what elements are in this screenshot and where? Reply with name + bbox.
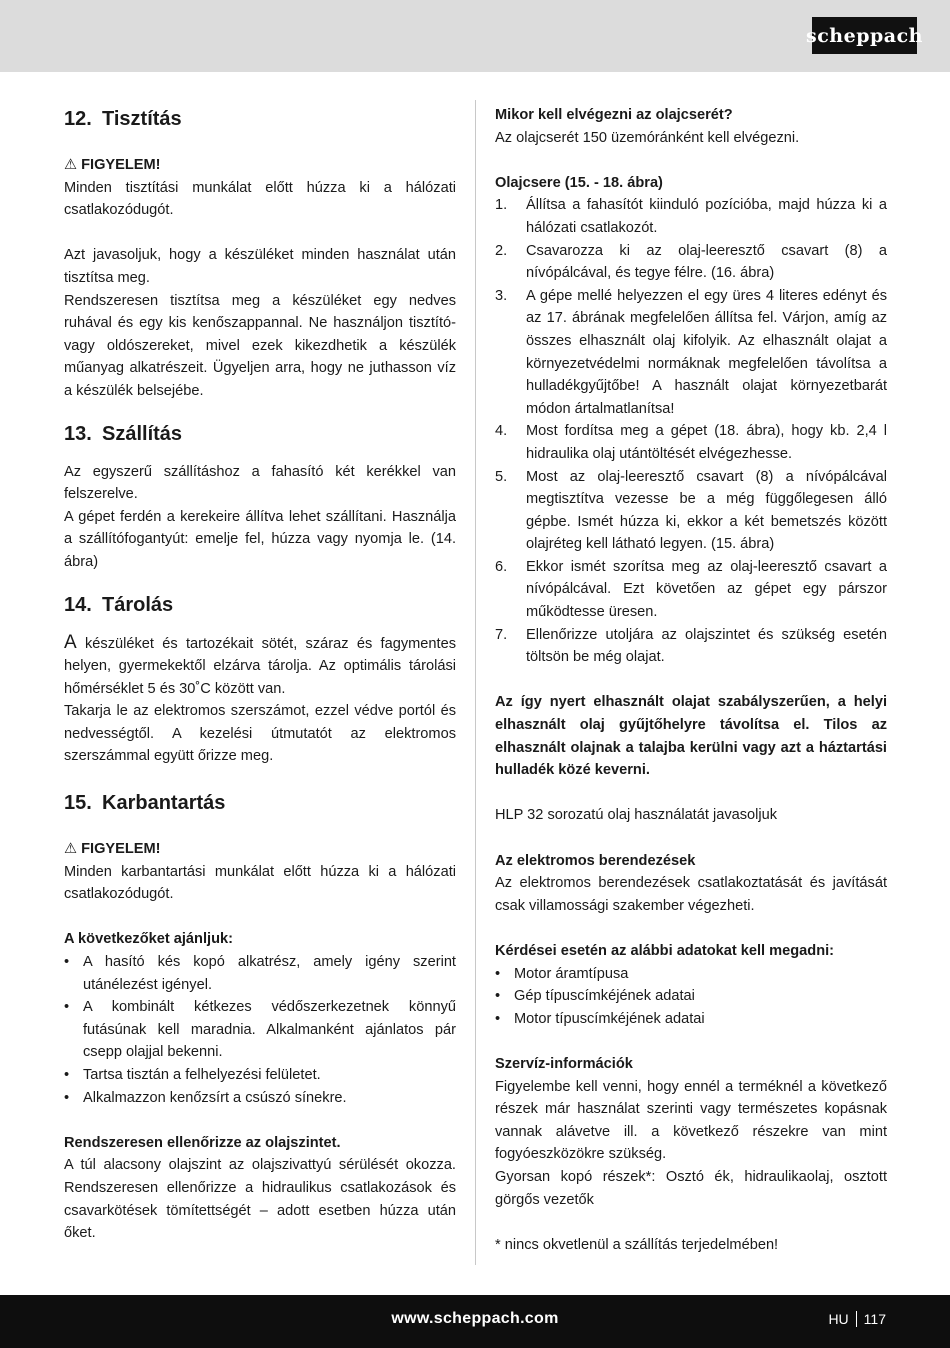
- warning-label: ⚠ FIGYELEM!: [64, 157, 161, 173]
- paragraph: Gyorsan kopó részek*: Osztó ék, hidraulikaolaj, osztott görgős vezetők: [495, 1168, 887, 1208]
- list-item: • Alkalmazzon kenőzsírt a csúszó sínekre.: [64, 1087, 456, 1110]
- list-item: 5. Most az olaj-leeresztő csavart (8) a nívópálcával megtisztítva vezesse be a még függőlegesen álló gépbe. Ismét húzza ki, ekkor a két bemetszés között olajréteg kell látható legyen. (15. ábra): [495, 468, 887, 553]
- paragraph: Az elektromos berendezések csatlakoztatását és javítását csak villamossági szakember végezheti.: [495, 875, 887, 914]
- footnote: * nincs okvetlenül a szállítás terjedelmében!: [495, 1236, 779, 1253]
- list-item: • Tartsa tisztán a felhelyezési felületet.: [64, 1064, 456, 1087]
- list-item: • A hasító kés kopó alkatrész, amely igény szerint utánélezést igényel.: [64, 951, 456, 996]
- section-15-heading: 15. Karbantartás: [64, 792, 226, 815]
- list-item: 4. Most fordítsa meg a gépet (18. ábra), hogy kb. 2,4 l hidraulika olaj utántöltését elvégezhesse.: [495, 423, 887, 462]
- list-item: 3. A gépe mellé helyezzen el egy üres 4 literes edényt és az 17. ábrának megfelelően állítsa fel. Várjon, amíg az összes elhasznált olaj kifolyik. Az elhasznált olajat a környezetvédelmi normáknak megfelelően távolítsa a hulladékgyűjtőbe! A használt olajat környezetbarát módon ártalmatlanítsa!: [495, 287, 887, 417]
- list-item: 2. Csavarozza ki az olaj-leeresztő csavart (8) a nívópálcával, és tegye félre. (16. ábra): [495, 242, 887, 282]
- brand-logo: scheppach: [812, 17, 917, 54]
- list-item: • A kombinált kétkezes védőszerkezetnek könnyű futásúnak kell maradnia. Alkalmanként ajánlatos pár csepp olajjal bekenni.: [64, 996, 456, 1064]
- right-column: [495, 104, 887, 1256]
- disposal-notice: Az így nyert elhasznált olajat szabályszerűen, a helyi elhasznált olaj gyűjtőhelyre távolítsa el. Tilos az elhasznált olajnak a talajba kerülni vagy azt a háztartási hulladék közé keverni.: [495, 694, 887, 779]
- paragraph: Takarja le az elektromos szerszámot, ezzel védve portól és nedvességtől. A kezelési útmutatót az elektromos szerszámmal együtt őrizze meg.: [64, 703, 456, 765]
- oil-level-heading: Rendszeresen ellenőrizze az olajszintet.: [64, 1134, 341, 1151]
- left-column: [64, 104, 456, 1245]
- page-header: [0, 0, 950, 72]
- list-item: 1. Állítsa a fahasítót kiinduló pozícióba, majd húzza ki a hálózati csatlakozót.: [495, 197, 887, 236]
- recommendations-heading: A következőket ajánljuk:: [64, 931, 233, 948]
- paragraph: Azt javasoljuk, hogy a készüléket minden használat után tisztítsa meg.: [64, 247, 456, 286]
- warning-text: Minden tisztítási munkálat előtt húzza ki a hálózati csatlakozódugót.: [64, 179, 456, 219]
- oil-change-when-heading: Mikor kell elvégezni az olajcserét?: [495, 107, 733, 123]
- list-item: 6. Ekkor ismét szorítsa meg az olaj-leeresztő csavart a nívópálcával. Ezt követően az gépet egy párszor működtesse üresen.: [495, 558, 887, 621]
- section-13-heading: 13. Szállítás: [64, 422, 183, 445]
- electrical-heading: Az elektromos berendezések: [495, 852, 696, 869]
- column-divider: [475, 100, 476, 1265]
- warning-triangle-icon: ⚠: [64, 841, 78, 858]
- service-heading: Szervíz-információk: [495, 1055, 633, 1072]
- page-footer: [0, 1295, 950, 1348]
- list-item: • Gép típuscímkéjének adatai: [495, 985, 887, 1008]
- paragraph: Rendszeresen tisztítsa meg a készüléket egy nedves ruhával és egy kis kenőszappannal. Ne használjon tisztító- vagy oldószereket, mivel ezek kikezdhetik a készülék műanyag alkatrészeit. Ügyeljen arra, hogy ne juthasson víz a készülék belsejébe.: [64, 292, 456, 399]
- website-link[interactable]: www.scheppach.com: [391, 1310, 559, 1327]
- paragraph: Figyelembe kell venni, hogy ennél a terméknél a következő részek már használat szerinti vagy természetes kopásnak vannak alávetve ill. a következő részekre van mint fogyóeszközökre szükség.: [495, 1078, 887, 1163]
- warning-text: Minden karbantartási munkálat előtt húzza ki a hálózati csatlakozódugót.: [64, 863, 456, 903]
- warning-label: ⚠ FIGYELEM!: [64, 841, 161, 858]
- page-number: HU 117: [828, 1311, 886, 1327]
- paragraph: A túl alacsony olajszint az olajszivattyú sérülését okozza. Rendszeresen ellenőrizze a hidraulikus csatlakozások és csavarkötések tömítettségét – adott esetben húzza után őket.: [64, 1157, 456, 1242]
- paragraph: A gépet ferdén a kerekeire állítva lehet szállítani. Használja a szállítófogantyút: emelje fel, húzza vagy nyomja le. (14. ábra): [64, 508, 456, 570]
- section-14-heading: 14. Tárolás: [64, 593, 174, 616]
- list-item: • Motor típuscímkéjének adatai: [495, 1008, 887, 1031]
- paragraph: A készüléket és tartozékait sötét, száraz és fagymentes helyen, gyermekektől elzárva tárolja. Az optimális tárolási hőmérséklet 5 és 30˚C között van.: [64, 631, 456, 697]
- paragraph: Az egyszerű szállításhoz a fahasító két kerékkel van felszerelve.: [64, 463, 456, 503]
- oil-change-heading: Olajcsere (15. - 18. ábra): [495, 174, 663, 191]
- list-item: 7. Ellenőrizze utoljára az olajszintet és szükség esetén töltsön be még olajat.: [495, 626, 887, 666]
- section-12-heading: 12. Tisztítás: [64, 108, 182, 130]
- questions-heading: Kérdései esetén az alábbi adatokat kell megadni:: [495, 942, 835, 959]
- paragraph: Az olajcserét 150 üzemóránként kell elvégezni.: [495, 129, 800, 146]
- list-item: • Motor áramtípusa: [495, 963, 887, 986]
- questions-list: [495, 963, 887, 1031]
- warning-triangle-icon: ⚠: [64, 157, 78, 173]
- oil-change-steps: [495, 194, 887, 668]
- paragraph: HLP 32 sorozatú olaj használatát javasoljuk: [495, 807, 778, 824]
- recommendations-list: [64, 951, 456, 1109]
